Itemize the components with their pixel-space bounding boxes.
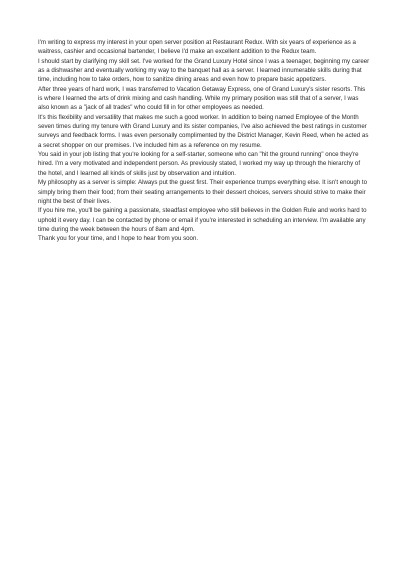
cover-letter-body xyxy=(38,38,370,244)
paragraph-philosophy: My philosophy as a server is simple: Always put the guest first. Their experience trumps everything else. It isn't enough to simply bring them their food; from their seating arrangements to their dessert choices, servers should strive to make their night the best of their lives. xyxy=(38,179,368,205)
paragraph-thank-you: Thank you for your time, and I hope to hear from you soon. xyxy=(38,235,199,243)
paragraph-closing: If you hire me, you'll be gaining a passionate, steadfast employee who still believes in the Golden Rule and works hard to uphold it every day. I can be contacted by phone or email if you're interested in scheduling an interview. I'm available any time during the week between the hours of 8am and 4pm. xyxy=(38,207,367,233)
paragraph-self-starter: You said in your job listing that you're looking for a self-starter, someone who can "hit the ground running" once they're hired. I'm a very motivated and independent person. As previously stated, I worked my way up through the hierarchy of the hotel, and I learned all kinds of skills just by observation and intuition. xyxy=(38,151,361,177)
paragraph-skill-set: I should start by clarifying my skill set. I've worked for the Grand Luxury Hotel since I was a teenager, beginning my career as a dishwasher and eventually working my way to the banquet hall as a server. I learned innumerable skills during that time, including how to take orders, how to sanitize dining areas and even how to prepare basic appetizers. xyxy=(38,57,370,84)
paragraph-introduction: I'm writing to express my interest in your open server position at Restaurant Redux. With six years of experience as a waitress, cashier and occasional bartender, I believe I'd make an excellent addition to the Redux team. xyxy=(38,39,356,56)
paragraph-transfer: After three years of hard work, I was transferred to Vacation Getaway Express, one of Grand Luxury's sister resorts. This is where I learned the arts of drink mixing and cash handling. While my primary position was still that of a server, I was also known as a "jack of all trades" who could fill in for other employees as needed. xyxy=(38,85,366,112)
paragraph-flexibility: It's this flexibility and versatility that makes me such a good worker. In addition to being named Employee of the Month seven times during my tenure with Grand Luxury and its sister companies, I've also achieved the best ratings in customer surveys and feedback forms. I was even personally complimented by the District Manager, Kevin Reed, when he acted as a secret shopper on our premises. I've included him as a reference on my resume. xyxy=(38,113,369,149)
